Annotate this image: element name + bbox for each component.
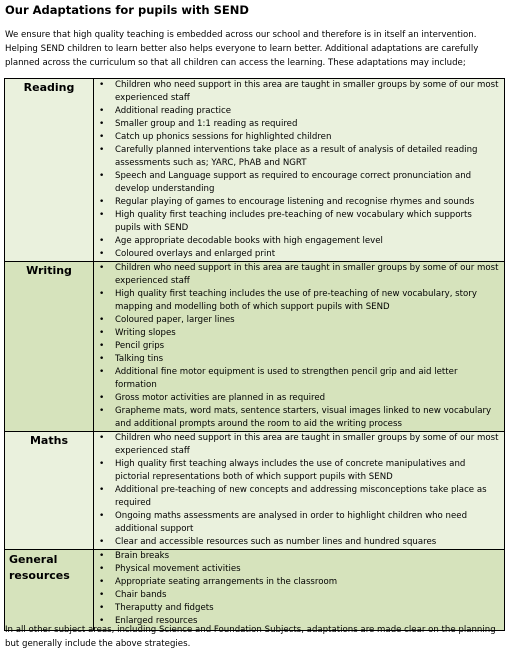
- list-item: • Additional fine motor equipment is used to strengthen pencil grip and aid letter formation: [94, 366, 500, 392]
- list-item: • Carefully planned interventions take place as a result of analysis of detailed reading assessments such as; YARC, PhAB and NGRT: [94, 144, 500, 170]
- bullet-list: [94, 79, 504, 261]
- list-item: • Pencil grips: [94, 340, 500, 353]
- list-item: • Regular playing of games to encourage listening and recognise rhymes and sounds: [94, 196, 500, 209]
- page-title: Our Adaptations for pupils with SEND: [5, 3, 249, 17]
- list-item: • Writing slopes: [94, 327, 500, 340]
- list-item: • Physical movement activities: [94, 563, 500, 576]
- bullet-list: [94, 550, 504, 628]
- table-row-general-resources: [5, 550, 505, 631]
- section-label-writing: Writing: [5, 262, 94, 432]
- list-item: • Children who need support in this area are taught in smaller groups by some of our most experienced staff: [94, 262, 500, 288]
- intro-paragraph: We ensure that high quality teaching is embedded across our school and therefore is in itself an intervention. Helping SEND children to learn better also helps everyone to learn better. Additional adaptations are carefully planned across the curriculum so that all children can access the learning. These adaptations may include;: [5, 30, 479, 68]
- adaptations-table: [4, 78, 505, 631]
- list-item: • Smaller group and 1:1 reading as required: [94, 118, 500, 131]
- list-item: • Coloured paper, larger lines: [94, 314, 500, 327]
- list-item: • High quality first teaching always includes the use of concrete manipulatives and pictorial representations both of which support pupils with SEND: [94, 458, 500, 484]
- list-item: • Brain breaks: [94, 550, 500, 563]
- list-item: • High quality first teaching includes pre-teaching of new vocabulary which supports pupils with SEND: [94, 209, 500, 235]
- bullet-list: [94, 432, 504, 549]
- section-label-general-resources: General resources: [5, 550, 94, 631]
- list-item: • Clear and accessible resources such as number lines and hundred squares: [94, 536, 500, 549]
- list-item: • Theraputty and fidgets: [94, 602, 500, 615]
- list-item: • Gross motor activities are planned in as required: [94, 392, 500, 405]
- table-row-writing: [5, 262, 505, 432]
- list-item: • Appropriate seating arrangements in the classroom: [94, 576, 500, 589]
- list-item: • Children who need support in this area are taught in smaller groups by some of our most experienced staff: [94, 79, 500, 105]
- list-item: • Children who need support in this area are taught in smaller groups by some of our most experienced staff: [94, 432, 500, 458]
- bullet-list: [94, 262, 504, 431]
- list-item: • Additional reading practice: [94, 105, 500, 118]
- closing-paragraph: In all other subject areas, including Science and Foundation Subjects, adaptations are made clear on the planning but generally include the above strategies.: [5, 625, 496, 649]
- list-item: • Talking tins: [94, 353, 500, 366]
- section-items-reading: [94, 79, 505, 262]
- section-items-maths: [94, 432, 505, 550]
- list-item: • Coloured overlays and enlarged print: [94, 248, 500, 261]
- list-item: • Additional pre-teaching of new concepts and addressing misconceptions take place as required: [94, 484, 500, 510]
- list-item: • High quality first teaching includes the use of pre-teaching of new vocabulary, story mapping and modelling both of which support pupils with SEND: [94, 288, 500, 314]
- section-items-general-resources: [94, 550, 505, 631]
- table-row-reading: [5, 79, 505, 262]
- section-label-maths: Maths: [5, 432, 94, 550]
- section-items-writing: [94, 262, 505, 432]
- list-item: • Enlarged resources: [94, 615, 500, 628]
- list-item: • Chair bands: [94, 589, 500, 602]
- list-item: • Speech and Language support as required to encourage correct pronunciation and develop understanding: [94, 170, 500, 196]
- list-item: • Grapheme mats, word mats, sentence starters, visual images linked to new vocabulary and additional prompts around the room to aid the writing process: [94, 405, 500, 431]
- table-row-maths: [5, 432, 505, 550]
- list-item: • Catch up phonics sessions for highlighted children: [94, 131, 500, 144]
- section-label-reading: Reading: [5, 79, 94, 262]
- list-item: • Age appropriate decodable books with high engagement level: [94, 235, 500, 248]
- list-item: • Ongoing maths assessments are analysed in order to highlight children who need additional support: [94, 510, 500, 536]
